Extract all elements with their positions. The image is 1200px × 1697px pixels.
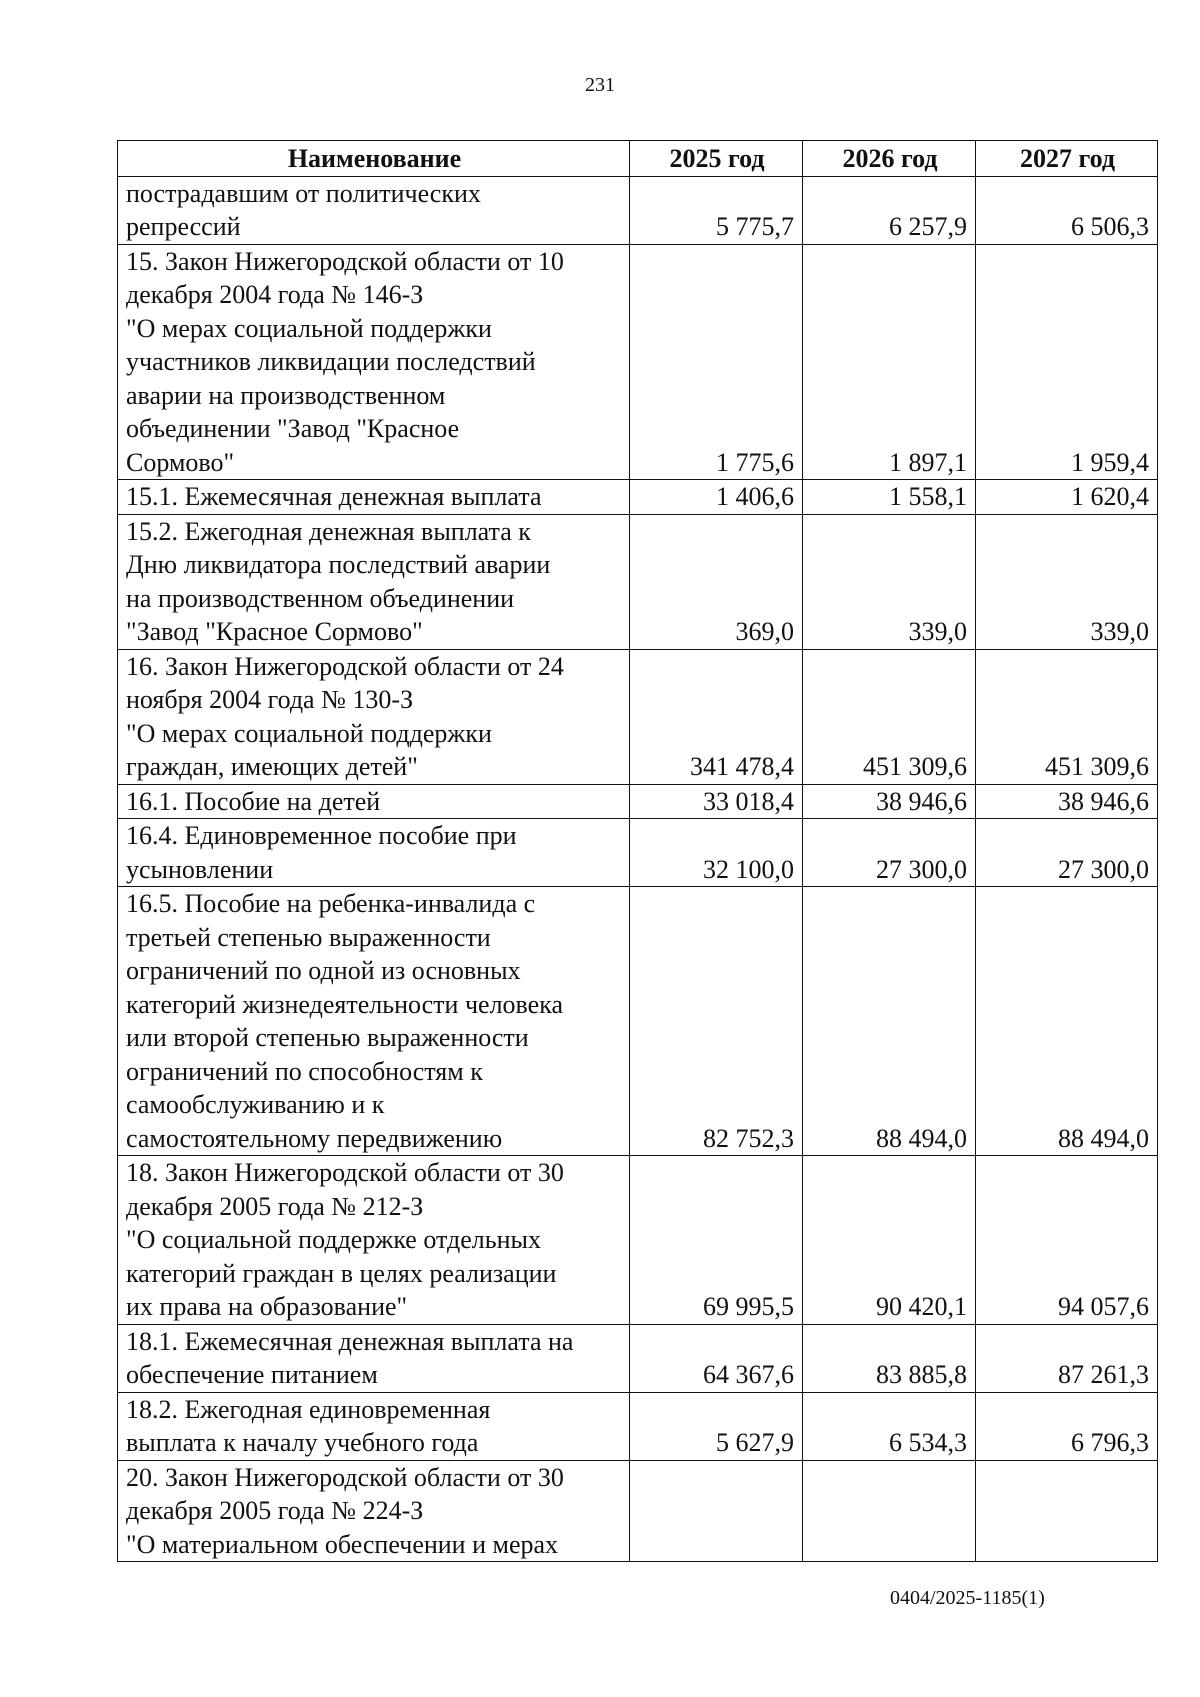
table-row [118, 784, 1158, 819]
header-name: Наименование [118, 141, 630, 177]
cell-2026: 38 946,6 [803, 784, 976, 819]
cell-2026: 6 534,3 [803, 1392, 976, 1460]
table-row [118, 514, 1158, 649]
table-row [118, 1324, 1158, 1392]
cell-2025: 1 406,6 [630, 480, 803, 515]
header-2026: 2026 год [803, 141, 976, 177]
cell-2025: 369,0 [630, 514, 803, 649]
table-row [118, 1460, 1158, 1562]
cell-name: 15.2. Ежегодная денежная выплата к Дню ликвидатора последствий аварии на производственном объединении "Завод "Красное Сормово" [118, 514, 630, 649]
table-row [118, 887, 1158, 1156]
cell-2025: 64 367,6 [630, 1324, 803, 1392]
table-body [118, 176, 1158, 1562]
cell-2027: 339,0 [976, 514, 1158, 649]
cell-name: 15.1. Ежемесячная денежная выплата [118, 480, 630, 515]
cell-2027: 38 946,6 [976, 784, 1158, 819]
budget-table [117, 140, 1158, 1562]
table-header-row [118, 141, 1158, 177]
cell-2026: 339,0 [803, 514, 976, 649]
cell-2025: 341 478,4 [630, 649, 803, 784]
cell-2027 [976, 1460, 1158, 1562]
cell-2027: 88 494,0 [976, 887, 1158, 1156]
cell-name: 15. Закон Нижегородской области от 10 декабря 2004 года № 146-З "О мерах социальной поддержки участников ликвидации последствий аварии на производственном объединении "Завод "Красное Сормово" [118, 244, 630, 480]
cell-name: 18. Закон Нижегородской области от 30 декабря 2005 года № 212-З "О социальной поддержке отдельных категорий граждан в целях реализации их права на образование" [118, 1156, 630, 1325]
cell-2027: 94 057,6 [976, 1156, 1158, 1325]
document-code: 0404/2025-1185(1) [890, 1587, 1045, 1609]
cell-name: 16.1. Пособие на детей [118, 784, 630, 819]
cell-2025: 69 995,5 [630, 1156, 803, 1325]
header-2027: 2027 год [976, 141, 1158, 177]
cell-name: 16. Закон Нижегородской области от 24 ноября 2004 года № 130-З "О мерах социальной поддержки граждан, имеющих детей" [118, 649, 630, 784]
table-row [118, 1156, 1158, 1325]
cell-2027: 6 796,3 [976, 1392, 1158, 1460]
cell-2026: 83 885,8 [803, 1324, 976, 1392]
cell-name: 18.2. Ежегодная единовременная выплата к началу учебного года [118, 1392, 630, 1460]
cell-name: 16.4. Единовременное пособие при усыновлении [118, 819, 630, 887]
cell-2025: 5 775,7 [630, 176, 803, 244]
cell-2026: 88 494,0 [803, 887, 976, 1156]
cell-2025 [630, 1460, 803, 1562]
cell-2026: 451 309,6 [803, 649, 976, 784]
cell-2026: 1 558,1 [803, 480, 976, 515]
table-row [118, 480, 1158, 515]
cell-2026: 6 257,9 [803, 176, 976, 244]
cell-2025: 82 752,3 [630, 887, 803, 1156]
cell-2025: 33 018,4 [630, 784, 803, 819]
cell-2027: 1 620,4 [976, 480, 1158, 515]
cell-2027: 451 309,6 [976, 649, 1158, 784]
cell-name: 16.5. Пособие на ребенка-инвалида с третьей степенью выраженности ограничений по одной из основных категорий жизнедеятельности человека или второй степенью выраженности ограничений по способностям к самообслуживанию и к самостоятельному передвижению [118, 887, 630, 1156]
table-row [118, 819, 1158, 887]
cell-2027: 1 959,4 [976, 244, 1158, 480]
cell-name: 20. Закон Нижегородской области от 30 декабря 2005 года № 224-З "О материальном обеспечении и мерах [118, 1460, 630, 1562]
page-number: 231 [585, 74, 615, 96]
cell-2026: 90 420,1 [803, 1156, 976, 1325]
cell-2026 [803, 1460, 976, 1562]
cell-name: пострадавшим от политических репрессий [118, 176, 630, 244]
table-row [118, 649, 1158, 784]
table-row [118, 176, 1158, 244]
cell-2025: 5 627,9 [630, 1392, 803, 1460]
table-row [118, 1392, 1158, 1460]
cell-2027: 6 506,3 [976, 176, 1158, 244]
cell-2027: 27 300,0 [976, 819, 1158, 887]
cell-2025: 32 100,0 [630, 819, 803, 887]
cell-name: 18.1. Ежемесячная денежная выплата на обеспечение питанием [118, 1324, 630, 1392]
cell-2025: 1 775,6 [630, 244, 803, 480]
cell-2026: 27 300,0 [803, 819, 976, 887]
cell-2027: 87 261,3 [976, 1324, 1158, 1392]
cell-2026: 1 897,1 [803, 244, 976, 480]
table-row [118, 244, 1158, 480]
header-2025: 2025 год [630, 141, 803, 177]
